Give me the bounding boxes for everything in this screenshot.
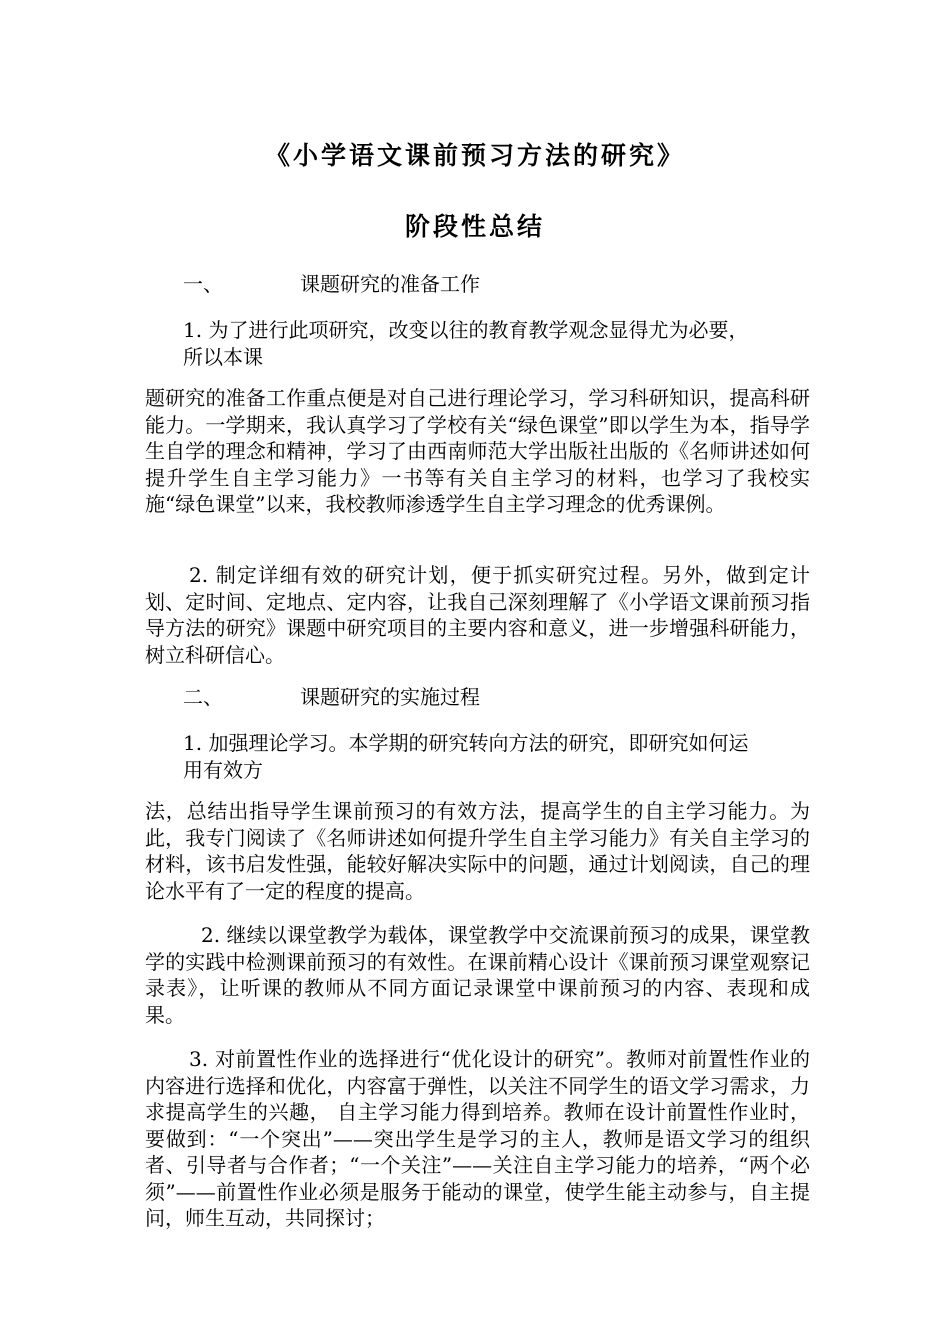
list-item-paragraph [183, 730, 810, 783]
body-paragraph: 题研究的准备工作重点便是对自己进行理论学习，学习科研知识，提高科研能力。一学期来，我认真学习了学校有关“绿色课堂”即以学生为本，指导学生自学的理念和精神，学习了由西南师范大学出版社出版的《名师讲述如何提升学生自主学习能力》一书等有关自主学习的材料，也学习了我校实施“绿色课堂”以来，我校教师渗透学生自主学习理念的优秀课例。 [145, 386, 810, 516]
paragraph-line: 1. 为了进行此项研究，改变以往的教育教学观念显得尤为必要， [183, 318, 749, 342]
section-heading-2 [183, 681, 480, 710]
paragraph-line: 1. 加强理论学习。本学期的研究转向方法的研究，即研究如何运 [183, 731, 749, 755]
document-subtitle: 阶段性总结 [404, 212, 545, 241]
body-paragraph: 法，总结出指导学生课前预习的有效方法，提高学生的自主学习能力。为此，我专门阅读了《名师讲述如何提升学生自主学习能力》有关自主学习的材料，该书启发性强，能较好解决实际中的问题，通过计划阅读，自己的理论水平有了一定的程度的提高。 [145, 799, 810, 903]
section-title: 课题研究的实施过程 [300, 685, 480, 709]
paragraph-line: 用有效方 [183, 757, 263, 782]
section-heading-1 [183, 268, 480, 297]
document-title: 《小学语文课前预习方法的研究》 [264, 141, 685, 170]
list-item-paragraph [183, 317, 810, 370]
body-paragraph: 3. 对前置性作业的选择进行“优化设计的研究”。教师对前置性作业的内容进行选择和优化，内容富于弹性，以关注不同学生的语文学习需求，力求提高学生的兴趣， 自主学习能力得到培养。教师在设计前置性作业时，要做到：“一个突出”——突出学生是学习的主人，教师是语文学习的组织者、引导者与合作者；“一个关注”——关注自主学习能力的培养，“两个必须”——前置性作业必须是服务于能动的课堂，使学生能主动参与，自主提问，师生互动，共同探讨； [145, 1047, 810, 1230]
section-number: 二、 [183, 685, 223, 709]
section-number: 一、 [183, 272, 223, 296]
body-paragraph: 2. 制定详细有效的研究计划，便于抓实研究过程。另外，做到定计划、定时间、定地点、定内容，让我自己深刻理解了《小学语文课前预习指导方法的研究》课题中研究项目的主要内容和意义，进一步增强科研能力，树立科研信心。 [145, 563, 810, 667]
paragraph-line: 所以本课 [183, 344, 263, 369]
body-paragraph: 2. 继续以课堂教学为载体，课堂教学中交流课前预习的成果，课堂教学的实践中检测课前预习的有效性。在课前精心设计《课前预习课堂观察记录表》，让听课的教师从不同方面记录课堂中课前预习的内容、表现和成果。 [145, 923, 810, 1027]
section-title: 课题研究的准备工作 [300, 272, 480, 296]
